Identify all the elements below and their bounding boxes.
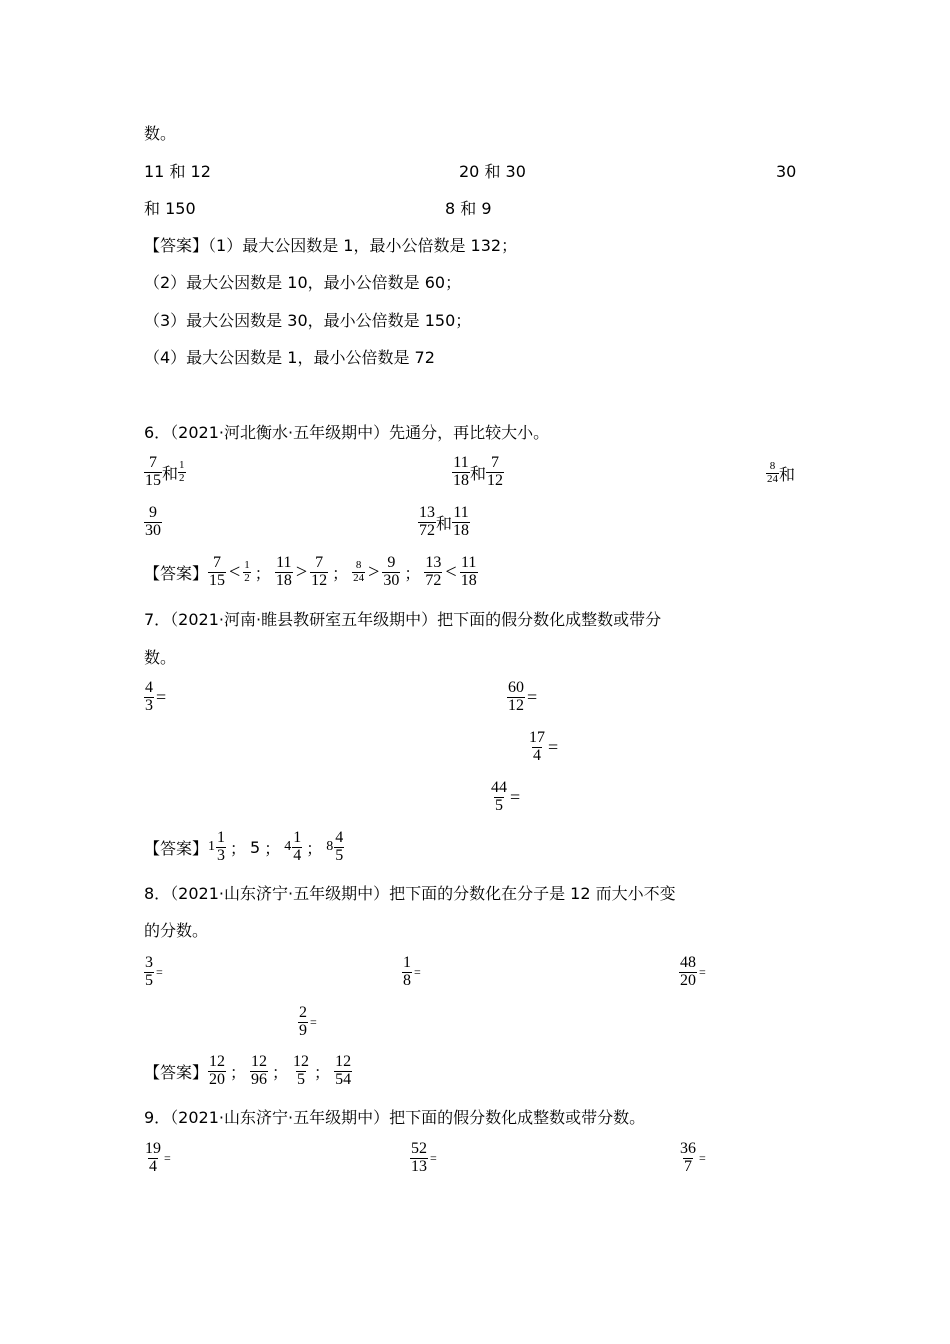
q6-pair-3: $\frac{8}{24}$ 和 [767,460,796,485]
q5-answer-1: （1）最大公因数是 1，最小公倍数是 132； [208,236,518,255]
fraction: $\frac{8}{24}$ [353,559,365,584]
q8-stem-tail: 的分数。 [144,921,209,940]
fraction: $\frac{1}{2}$ [244,559,250,584]
fraction: $\frac{7}{15}$ [145,454,161,489]
q5-stem-tail: 数。 [144,124,177,143]
q7-item-3: $\frac{17}{4}$ = [529,729,559,764]
q8-item-2: $\frac{1}{8}$ = [403,954,421,989]
q5-answer-2: （2）最大公因数是 10，最小公倍数是 60； [144,273,462,292]
fraction: $\frac{1}{2}$ [179,459,185,484]
q9-item-3: $\frac{36}{7}$ = [680,1140,706,1175]
fraction: $\frac{44}{5}$ [491,779,507,814]
q7-answer: 【答案】 1 $\frac{1}{3}$ ； 5 ； 4 $\frac{1}{4}$ ； 8 $\frac{4}{5}$ [144,829,344,864]
q5-answer-4: （4）最大公因数是 1，最小公倍数是 72 [144,348,435,367]
fraction: $\frac{13}{72}$ [425,554,442,589]
answer-label: 【答案】 [144,236,209,255]
q5-pair-1: 11 和 12 [144,162,211,181]
q6-stem: 6．（2021·河北衡水·五年级期中）先通分，再比较大小。 [144,423,550,442]
q5-pair-3: 30 [776,162,797,181]
fraction: $\frac{13}{72}$ [419,504,435,539]
answer-label: 【答案】 [144,1062,209,1082]
q5-answer [144,236,517,256]
fraction: $\frac{12}{96}$ [251,1053,268,1088]
q9-stem: 9．（2021·山东济宁·五年级期中）把下面的假分数化成整数或带分数。 [144,1108,646,1127]
q6-pair-3-cont [144,505,162,540]
fraction: $\frac{4}{3}$ [145,679,153,714]
q5-answer-3: （3）最大公因数是 30，最小公倍数是 150； [144,311,472,330]
q8-stem: 8．（2021·山东济宁·五年级期中）把下面的分数化在分子是 12 而大小不变 [144,884,676,903]
fraction: $\frac{9}{30}$ [383,554,400,589]
fraction: $\frac{1}{8}$ [403,954,411,989]
q7-stem-tail: 数。 [144,648,177,667]
q8-item-4: $\frac{2}{9}$ = [299,1004,317,1039]
fraction: $\frac{4}{5}$ [335,829,344,864]
fraction: $\frac{60}{12}$ [508,679,524,714]
q5-pair-3-cont: 和 150 [144,199,196,218]
fraction: $\frac{7}{12}$ [487,454,504,489]
fraction: $\frac{1}{4}$ [293,829,302,864]
fraction: $\frac{12}{20}$ [209,1053,226,1088]
answer-label: 【答案】 [144,838,209,858]
fraction: $\frac{1}{3}$ [217,829,226,864]
answer-label: 【答案】 [144,563,209,583]
fraction: $\frac{7}{12}$ [311,554,328,589]
fraction: $\frac{17}{4}$ [529,729,545,764]
q7-item-2: $\frac{60}{12}$ = [508,679,538,714]
fraction: $\frac{52}{13}$ [411,1140,427,1175]
fraction: $\frac{8}{24}$ [767,460,778,485]
q7-item-1: $\frac{4}{3}$ = [145,679,167,714]
fraction: $\frac{36}{7}$ [680,1140,696,1175]
q8-item-3: $\frac{48}{20}$ = [680,954,706,989]
fraction: $\frac{11}{18}$ [453,454,469,489]
fraction: $\frac{11}{18}$ [460,554,477,589]
fraction: $\frac{2}{9}$ [299,1004,307,1039]
q9-item-2: $\frac{52}{13}$ = [411,1140,437,1175]
q8-item-1: $\frac{3}{5}$ = [145,954,163,989]
q8-answer: 【答案】 $\frac{12}{20}$ ； $\frac{12}{96}$ ； $\frac{12}{5}$ ； $\frac{12}{54}$ [144,1053,352,1088]
fraction: $\frac{12}{54}$ [335,1053,352,1088]
q6-pair-2: $\frac{11}{18}$ 和 $\frac{7}{12}$ [453,454,504,489]
q6-pair-4: $\frac{13}{72}$ 和 $\frac{11}{18}$ [419,504,470,539]
fraction: $\frac{11}{18}$ [453,504,470,539]
fraction: $\frac{11}{18}$ [275,554,292,589]
q6-answer: 【答案】 $\frac{7}{15}$ < $\frac{1}{2}$ ； $\frac{11}{18}$ > $\frac{7}{12}$ ； $\frac{8}{24}$ > $\frac{9}{30}$ ； $\frac{13}{72}$ < $\frac{11}{18}$ [144,554,477,589]
q6-pair-1: $\frac{7}{15}$ 和 $\frac{1}{2}$ [145,454,185,489]
fraction: $\frac{19}{4}$ [145,1140,161,1175]
fraction: $\frac{7}{15}$ [209,554,226,589]
fraction: $\frac{3}{5}$ [145,954,153,989]
q7-stem: 7．（2021·河南·睢县教研室五年级期中）把下面的假分数化成整数或带分 [144,610,662,629]
fraction: $\frac{9}{30}$ [145,504,161,539]
q5-pair-2: 20 和 30 [459,162,526,181]
q5-pair-4: 8 和 9 [445,199,492,218]
fraction: $\frac{48}{20}$ [680,954,696,989]
q7-item-4: $\frac{44}{5}$ = [491,779,521,814]
q9-item-1: $\frac{19}{4}$ = [145,1140,171,1175]
fraction: $\frac{12}{5}$ [293,1053,310,1088]
